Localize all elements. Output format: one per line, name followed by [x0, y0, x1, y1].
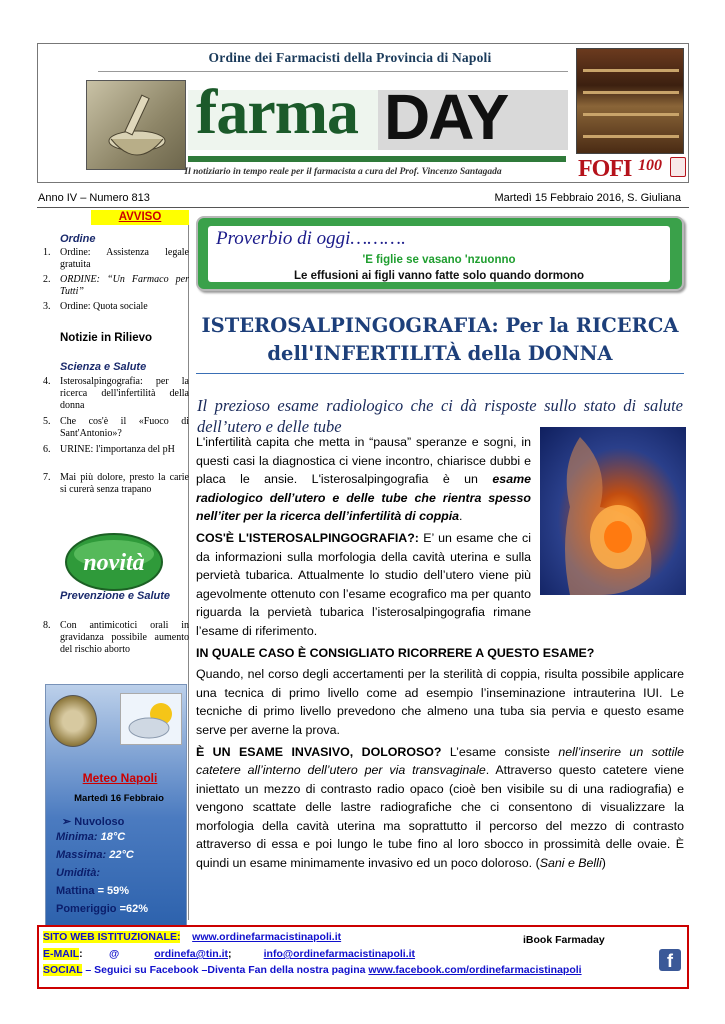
- partly-cloudy-icon: [120, 693, 182, 745]
- novita-text: novità: [83, 550, 145, 576]
- mortar-logo-image: [86, 80, 186, 170]
- headline-rule: [196, 373, 684, 374]
- issue-divider: [37, 207, 689, 208]
- email-label: E-MAIL: [43, 948, 80, 960]
- avviso-label[interactable]: AVVISO: [91, 210, 189, 225]
- footer-email-line: E-MAIL: @ ordinefa@tin.it; info@ordinefarmacistinapoli.it: [43, 948, 416, 960]
- question-quale-caso: IN QUALE CASO È CONSIGLIATO RICORRERE A QUESTO ESAME?: [196, 645, 595, 660]
- meteo-widget: [45, 684, 187, 928]
- social-label: SOCIAL: [43, 964, 83, 976]
- arrow-bullet-icon: ➢: [62, 816, 75, 828]
- ibook-link[interactable]: iBook Farmaday: [523, 934, 605, 946]
- email-link-2[interactable]: info@ordinefarmacistinapoli.it: [263, 948, 416, 960]
- site-label: SITO WEB ISTITUZIONALE:: [43, 931, 181, 943]
- facebook-link[interactable]: www.facebook.com/ordinefarmacistinapoli: [368, 964, 582, 976]
- masthead-divider: [98, 71, 568, 72]
- masthead: [37, 43, 689, 183]
- notizie-heading: Notizie in Rilievo: [60, 332, 153, 344]
- sidebar-item-scienza-5[interactable]: 5. Che cos'è il «Fuoco di Sant'Antonio»?: [43, 416, 189, 439]
- sidebar-item-scienza-7[interactable]: 7. Mai più dolore, presto la carie si curerà senza trapano: [43, 472, 189, 495]
- proverb-title: Proverbio di oggi……….: [216, 228, 406, 249]
- sidebar-item-scienza-4[interactable]: 4. Isterosalpingografia: per la ricerca dell'infertilità della donna: [43, 376, 189, 411]
- pharmacy-interior-photo: [576, 48, 684, 154]
- paragraph-cose: COS'È L'ISTEROSALPINGOGRAFIA?: E’ un esame che ci da informazioni sulla morfologia della cavità uterina e sulla pervietà tubarica. Attualmente lo studio dell’utero viene più agevolmente ottenuto con l’esame ecografico ma per quanto riguarda la pervietà tubarica l’isterosalpingografia rimane l’esame di riferimento.: [196, 530, 532, 638]
- proverb-italiano: Le effusioni ai figli vanno fatte solo quando dormono: [293, 270, 585, 282]
- at-icon: @: [108, 948, 120, 960]
- meteo-condition: ➢ Nuvoloso: [62, 816, 125, 828]
- novita-badge: [64, 528, 164, 592]
- column-divider: [188, 210, 189, 920]
- paragraph-intro: L'infertilità capita che metta in “pausa” speranze e sogni, in questi casi la diagnostica ci viene incontro, chiarisce dubbi e placa le ansie. L'isterosalpingografia è un esame radiologico dell’utero e delle tube che rientra spesso nell’iter per la ricerca dell’infertilità di coppia.: [196, 435, 531, 524]
- footer-contacts: [37, 925, 689, 989]
- issue-number: Anno IV – Numero 813: [38, 192, 150, 204]
- facebook-icon[interactable]: f: [659, 949, 681, 971]
- prevenzione-section-title: Prevenzione e Salute: [60, 590, 171, 602]
- brand-farma: farma: [196, 76, 359, 147]
- email-link-1[interactable]: ordinefa@tin.it: [154, 948, 229, 960]
- issue-date: Martedì 15 Febbraio 2016, S. Giuliana: [494, 192, 681, 204]
- brand-underline: [188, 156, 566, 162]
- sidebar-item-scienza-6[interactable]: 6. URINE: l'importanza del pH: [43, 444, 175, 455]
- article-headline: [196, 312, 684, 368]
- org-name: Ordine dei Farmacisti della Provincia di Napoli: [208, 50, 492, 65]
- meteo-title[interactable]: Meteo Napoli: [82, 771, 158, 785]
- brand-day: DAY: [384, 81, 508, 153]
- article-subhead: Il prezioso esame radiologico che ci dà risposte sullo stato di salute dell’utero e delle tube: [197, 396, 683, 436]
- proverb-inner: [208, 226, 670, 282]
- meteo-date: Martedì 16 Febbraio: [74, 793, 164, 804]
- sidebar-item-prevenzione-8[interactable]: 8. Con antimicotici orali in gravidanza possibile aumento del rischio aborto: [43, 620, 189, 655]
- meteo-max: Massima: 22°C: [56, 849, 134, 861]
- fofi-100: 100: [638, 157, 662, 174]
- sidebar-item-ordine-3[interactable]: 3. Ordine: Quota sociale: [43, 301, 148, 312]
- proverb-box: [196, 216, 684, 291]
- fofi-logo: FOFI: [578, 156, 632, 182]
- sidebar-item-ordine-2[interactable]: 2. ORDINE: “Un Farmaco per Tutti”: [43, 274, 189, 297]
- meteo-min: Minima: 18°C: [56, 831, 126, 843]
- site-link[interactable]: www.ordinefarmacistinapoli.it: [192, 931, 342, 943]
- fofi-seal-icon: [670, 157, 686, 177]
- meteo-umidita: Umidità:: [56, 867, 100, 879]
- sidebar-item-ordine-1[interactable]: 1. Ordine: Assistenza legale gratuita: [43, 247, 189, 270]
- city-seal-icon: [49, 695, 97, 747]
- footer-site-line: [43, 930, 341, 944]
- headline-line-2: dell'INFERTILITÀ della DONNA: [267, 342, 613, 365]
- paragraph-invasivo: È UN ESAME INVASIVO, DOLOROSO? L’esame consiste nell’inserire un sottile catetere all’interno dell’utero per via transvaginale. Attraverso questo catetere viene iniettato un mezzo di contrasto radio opaco (cioè ben visibile su di una radiografia) e vengono scattate delle lastre radiografiche che ci consentono di visualizzare la morfologia della cavità uterina ma soprattutto il percorso del mezzo di contrasto attraverso di essa e poi lungo le tube fino al loro sbocco in prossimità delle ovaie. È quindi un esame minimamente invasivo ed un poco doloroso. (Sani e Belli): [196, 744, 684, 871]
- article-body: [196, 433, 684, 876]
- scienza-section-title: Scienza e Salute: [60, 361, 147, 373]
- paragraph-quale-caso: Quando, nel corso degli accertamenti per la sterilità di coppia, risulta possibile applicare una tecnica di primo livello come ad esempio l’inseminazione intrauterina IUI. Le tecniche di primo livello prevedono che almeno una tuba sia pervia e questo esame serve per averne la prova.: [196, 667, 684, 737]
- ordine-section-title: Ordine: [60, 233, 96, 245]
- meteo-pomeriggio: Pomeriggio =62%: [56, 903, 149, 915]
- proverb-napoletano: 'E figlie se vasano 'nzuonno: [362, 254, 516, 266]
- footer-social-line: SOCIAL – Seguici su Facebook –Diventa Fan della nostra pagina www.facebook.com/ordinefarmacistinapoli: [43, 964, 582, 976]
- headline-line-1: ISTEROSALPINGOGRAFIA: Per la RICERCA: [201, 314, 679, 337]
- meteo-mattina: Mattina = 59%: [56, 885, 130, 897]
- tagline: Il notiziario in tempo reale per il farmacista a cura del Prof. Vincenzo Santagada: [184, 167, 502, 177]
